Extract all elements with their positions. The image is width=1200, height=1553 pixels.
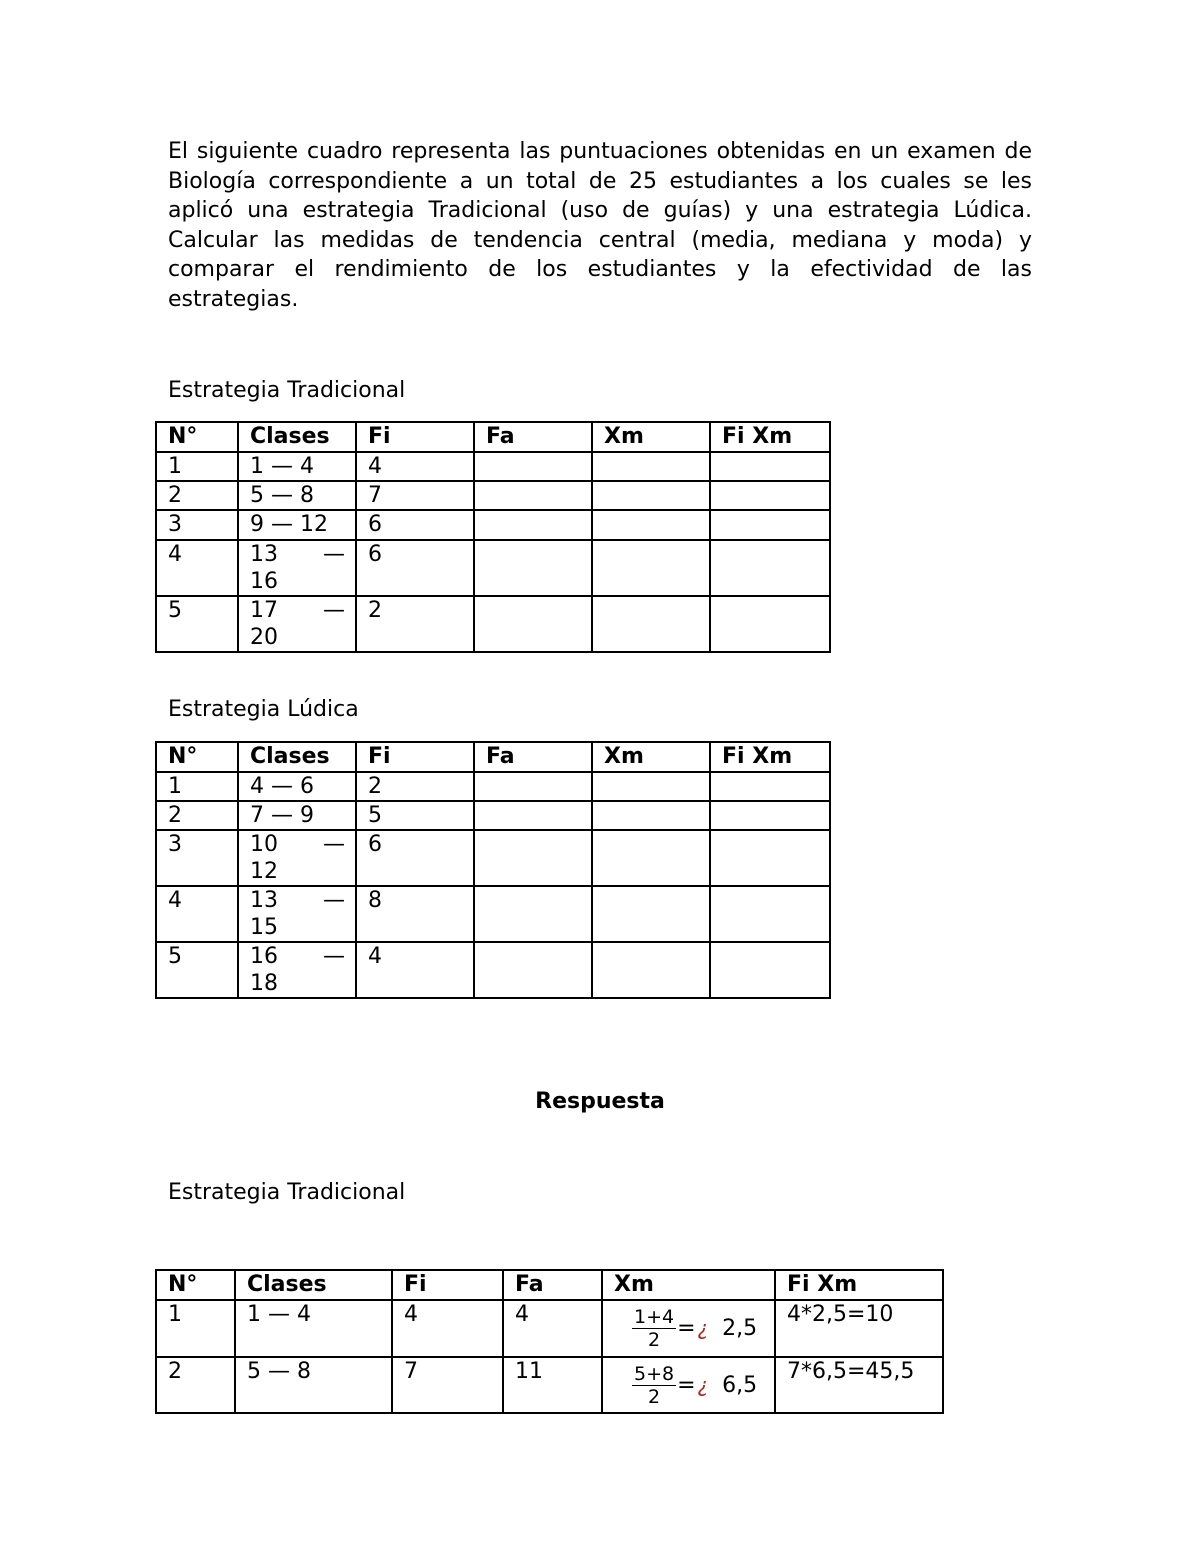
cell-xm (592, 452, 710, 481)
cell-n: 2 (156, 481, 238, 510)
header-fi: Fi (392, 1270, 503, 1300)
cell-clase: 1 — 4 (235, 1300, 392, 1357)
table-row (156, 1357, 943, 1413)
cell-clase: 5 — 8 (238, 481, 356, 510)
table-row (156, 540, 830, 596)
cell-clase (238, 830, 356, 886)
cell-xm (592, 481, 710, 510)
xm-value: 6,5 (722, 1372, 758, 1398)
cell-xm (592, 772, 710, 801)
fraction (632, 1306, 676, 1351)
clase-dash: — (323, 888, 345, 913)
clase-start: 17 (250, 598, 278, 623)
cell-xm (602, 1357, 775, 1413)
cell-fa (474, 596, 592, 652)
clase-end: 16 (250, 569, 278, 594)
section-label-tradicional: Estrategia Tradicional (168, 378, 406, 403)
header-fa: Fa (474, 742, 592, 772)
cell-fa (474, 830, 592, 886)
cell-fixm (710, 942, 830, 998)
cell-fi: 5 (356, 801, 474, 830)
cell-n: 5 (156, 596, 238, 652)
cell-fi: 6 (356, 510, 474, 540)
cell-fa (474, 540, 592, 596)
cell-fi: 4 (392, 1300, 503, 1357)
cell-n: 5 (156, 942, 238, 998)
cell-fixm (710, 886, 830, 942)
cell-n: 2 (156, 801, 238, 830)
cell-n: 1 (156, 1300, 235, 1357)
cell-n: 3 (156, 510, 238, 540)
cell-fixm (710, 452, 830, 481)
fraction-denominator: 2 (648, 1385, 661, 1408)
cell-n: 4 (156, 540, 238, 596)
cell-clase (238, 942, 356, 998)
cell-xm (592, 942, 710, 998)
fraction (632, 1363, 676, 1408)
table-row (156, 481, 830, 510)
cell-fa (474, 772, 592, 801)
cell-fi: 8 (356, 886, 474, 942)
clase-start: 16 (250, 944, 278, 969)
header-clases: Clases (238, 742, 356, 772)
header-fi: Fi (356, 422, 474, 452)
clase-start: 13 (250, 888, 278, 913)
cell-clase: 4 — 6 (238, 772, 356, 801)
cell-xm (592, 510, 710, 540)
table-row (156, 942, 830, 998)
clase-dash: — (323, 598, 345, 623)
table-row (156, 772, 830, 801)
header-clases: Clases (238, 422, 356, 452)
cell-fi: 4 (356, 942, 474, 998)
cell-fixm: 4*2,5=10 (775, 1300, 943, 1357)
header-n: N° (156, 742, 238, 772)
cell-fa (474, 510, 592, 540)
cell-fi: 6 (356, 540, 474, 596)
table-row (156, 596, 830, 652)
header-fa: Fa (474, 422, 592, 452)
table-row (156, 452, 830, 481)
cell-fixm (710, 481, 830, 510)
cell-fi: 2 (356, 772, 474, 801)
cell-fixm (710, 801, 830, 830)
fraction-numerator: 1+4 (634, 1306, 675, 1328)
cell-fixm: 7*6,5=45,5 (775, 1357, 943, 1413)
header-n: N° (156, 422, 238, 452)
equals-sign: = (677, 1372, 696, 1398)
header-n: N° (156, 1270, 235, 1300)
xm-formula (614, 1363, 774, 1408)
cell-fa: 4 (503, 1300, 602, 1357)
cell-n: 4 (156, 886, 238, 942)
cell-clase: 1 — 4 (238, 452, 356, 481)
cell-n: 1 (156, 772, 238, 801)
cell-clase (238, 596, 356, 652)
cell-clase: 9 — 12 (238, 510, 356, 540)
header-xm: Xm (602, 1270, 775, 1300)
clase-end: 20 (250, 625, 278, 650)
header-xm: Xm (592, 422, 710, 452)
header-fixm: Fi Xm (710, 742, 830, 772)
clase-end: 15 (250, 915, 278, 940)
intro-paragraph: El siguiente cuadro representa las puntuaciones obtenidas en un examen de Biología correspondiente a un total de 25 estudiantes a los cuales se les aplicó una estrategia Tradicional (uso de guías) y una estrategia Lúdica. Calcular las medidas de tendencia central (media, mediana y moda) y comparar el rendimiento de los estudiantes y la efectividad de las estrategias. (168, 139, 1032, 312)
header-xm: Xm (592, 742, 710, 772)
table-header-row (156, 422, 830, 452)
cell-xm (592, 886, 710, 942)
table-header-row (156, 742, 830, 772)
cell-fi: 2 (356, 596, 474, 652)
table-row (156, 1300, 943, 1357)
equals-sign: = (677, 1316, 696, 1341)
xm-value: 2,5 (722, 1316, 758, 1341)
cell-xm (592, 830, 710, 886)
cell-clase (238, 540, 356, 596)
header-fixm: Fi Xm (710, 422, 830, 452)
cell-fi: 4 (356, 452, 474, 481)
cell-fi: 6 (356, 830, 474, 886)
table-header-row (156, 1270, 943, 1300)
cell-xm (602, 1300, 775, 1357)
clase-dash: — (323, 542, 345, 567)
cell-fa (474, 801, 592, 830)
fraction-numerator: 5+8 (634, 1362, 675, 1385)
header-fi: Fi (356, 742, 474, 772)
cell-n: 1 (156, 452, 238, 481)
cell-xm (592, 801, 710, 830)
clase-start: 13 (250, 542, 278, 567)
cell-fa (474, 886, 592, 942)
header-fixm: Fi Xm (775, 1270, 943, 1300)
xm-formula (614, 1306, 774, 1351)
clase-dash: — (323, 832, 345, 857)
table-row (156, 801, 830, 830)
section-label-ludica: Estrategia Lúdica (168, 697, 359, 722)
clase-start: 10 (250, 832, 278, 857)
cell-fa (474, 452, 592, 481)
cell-xm (592, 596, 710, 652)
table-row (156, 830, 830, 886)
cell-clase (238, 886, 356, 942)
cell-fa (474, 942, 592, 998)
clase-end: 18 (250, 971, 278, 996)
section-label-respuesta-tradicional: Estrategia Tradicional (168, 1180, 406, 1205)
table-respuesta-tradicional (155, 1269, 944, 1414)
cell-fa (474, 481, 592, 510)
clase-end: 12 (250, 859, 278, 884)
cell-clase: 5 — 8 (235, 1357, 392, 1413)
cell-fixm (710, 540, 830, 596)
cell-fi: 7 (392, 1357, 503, 1413)
cell-fixm (710, 772, 830, 801)
table-ludica (155, 741, 831, 999)
cell-fixm (710, 830, 830, 886)
cell-fa: 11 (503, 1357, 602, 1413)
broken-glyph: ¿ (697, 1372, 709, 1397)
cell-fixm (710, 596, 830, 652)
table-row (156, 510, 830, 540)
table-tradicional (155, 421, 831, 653)
table-row (156, 886, 830, 942)
fraction-denominator: 2 (648, 1329, 661, 1351)
cell-fi: 7 (356, 481, 474, 510)
cell-fixm (710, 510, 830, 540)
header-clases: Clases (235, 1270, 392, 1300)
cell-n: 2 (156, 1357, 235, 1413)
broken-glyph: ¿ (697, 1316, 709, 1340)
header-fa: Fa (503, 1270, 602, 1300)
respuesta-title: Respuesta (535, 1089, 665, 1114)
cell-clase: 7 — 9 (238, 801, 356, 830)
cell-n: 3 (156, 830, 238, 886)
cell-xm (592, 540, 710, 596)
clase-dash: — (323, 944, 345, 969)
